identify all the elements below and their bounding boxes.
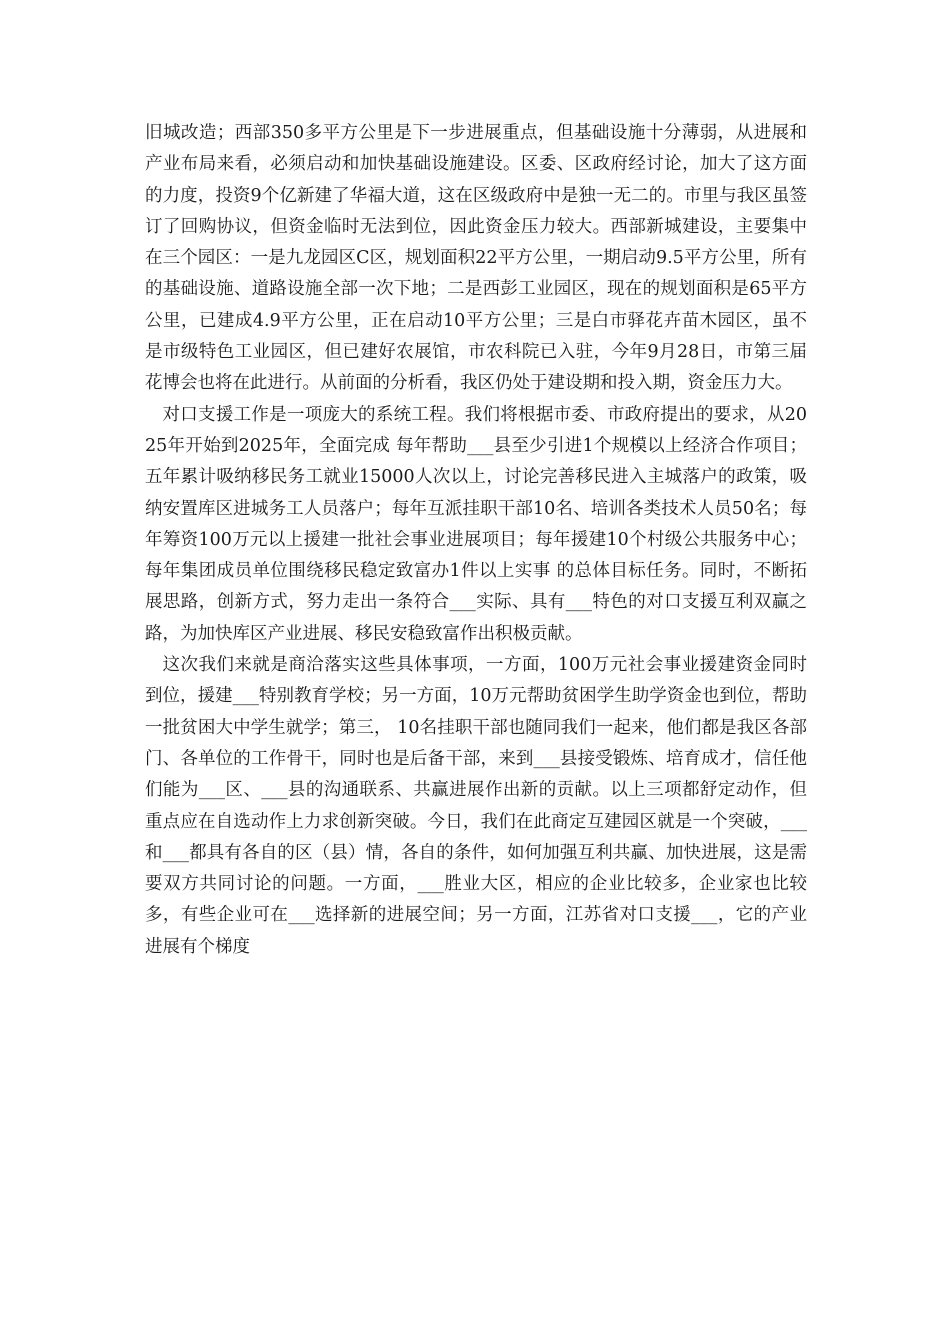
document-body [145, 118, 807, 963]
paragraph-1: 旧城改造；西部350多平方公里是下一步进展重点，但基础设施十分薄弱，从进展和产业布局来看，必须启动和加快基础设施建设。区委、区政府经讨论，加大了这方面的力度，投资9个亿新建了华福大道，这在区级政府中是独一无二的。市里与我区虽签订了回购协议，但资金临时无法到位，因此资金压力较大。西部新城建设，主要集中在三个园区：一是九龙园区C区，规划面积22平方公里，一期启动9.5平方公里，所有的基础设施、道路设施全部一次下地；二是西彭工业园区，现在的规划面积是65平方公里，已建成4.9平方公里，正在启动10平方公里；三是白市驿花卉苗木园区，虽不是市级特色工业园区，但已建好农展馆，市农科院已入驻，今年9月28日，市第三届花博会也将在此进行。从前面的分析看，我区仍处于建设期和投入期，资金压力大。 [145, 123, 807, 394]
paragraph-2: 对口支援工作是一项庞大的系统工程。我们将根据市委、市政府提出的要求，从2025年开始到2025年，全面完成 每年帮助___县至少引进1个规模以上经济合作项目；五年累计吸纳移民务工就业15000人次以上，讨论完善移民进入主城落户的政策，吸纳安置库区进城务工人员落户；每年互派挂职干部10名、培训各类技术人员50名；每年筹资100万元以上援建一批社会事业进展项目；每年援建10个村级公共服务中心；每年集团成员单位围绕移民稳定致富办1件以上实事 的总体目标任务。同时，不断拓展思路，创新方式，努力走出一条符合___实际、具有___特色的对口支援互利双赢之路，为加快库区产业进展、移民安稳致富作出积极贡献。 [145, 404, 807, 644]
paragraph-3: 这次我们来就是商洽落实这些具体事项，一方面，100万元社会事业援建资金同时到位，援建___特别教育学校；另一方面，10万元帮助贫困学生助学资金也到位，帮助一批贫困大中学生就学；第三， 10名挂职干部也随同我们一起来，他们都是我区各部门、各单位的工作骨干，同时也是后备干部，来到___县接受锻炼、培育成才，信任他们能为___区、___县的沟通联系、共赢进展作出新的贡献。以上三项都舒定动作，但重点应在自选动作上力求创新突破。今日，我们在此商定互建园区就是一个突破，___和___都具有各自的区（县）情，各自的条件，如何加强互利共赢、加快进展，这是需要双方共同讨论的问题。一方面，___胜业大区，相应的企业比较多，企业家也比较多，有些企业可在___选择新的进展空间；另一方面，江苏省对口支援___，它的产业进展有个梯度 [145, 655, 807, 957]
